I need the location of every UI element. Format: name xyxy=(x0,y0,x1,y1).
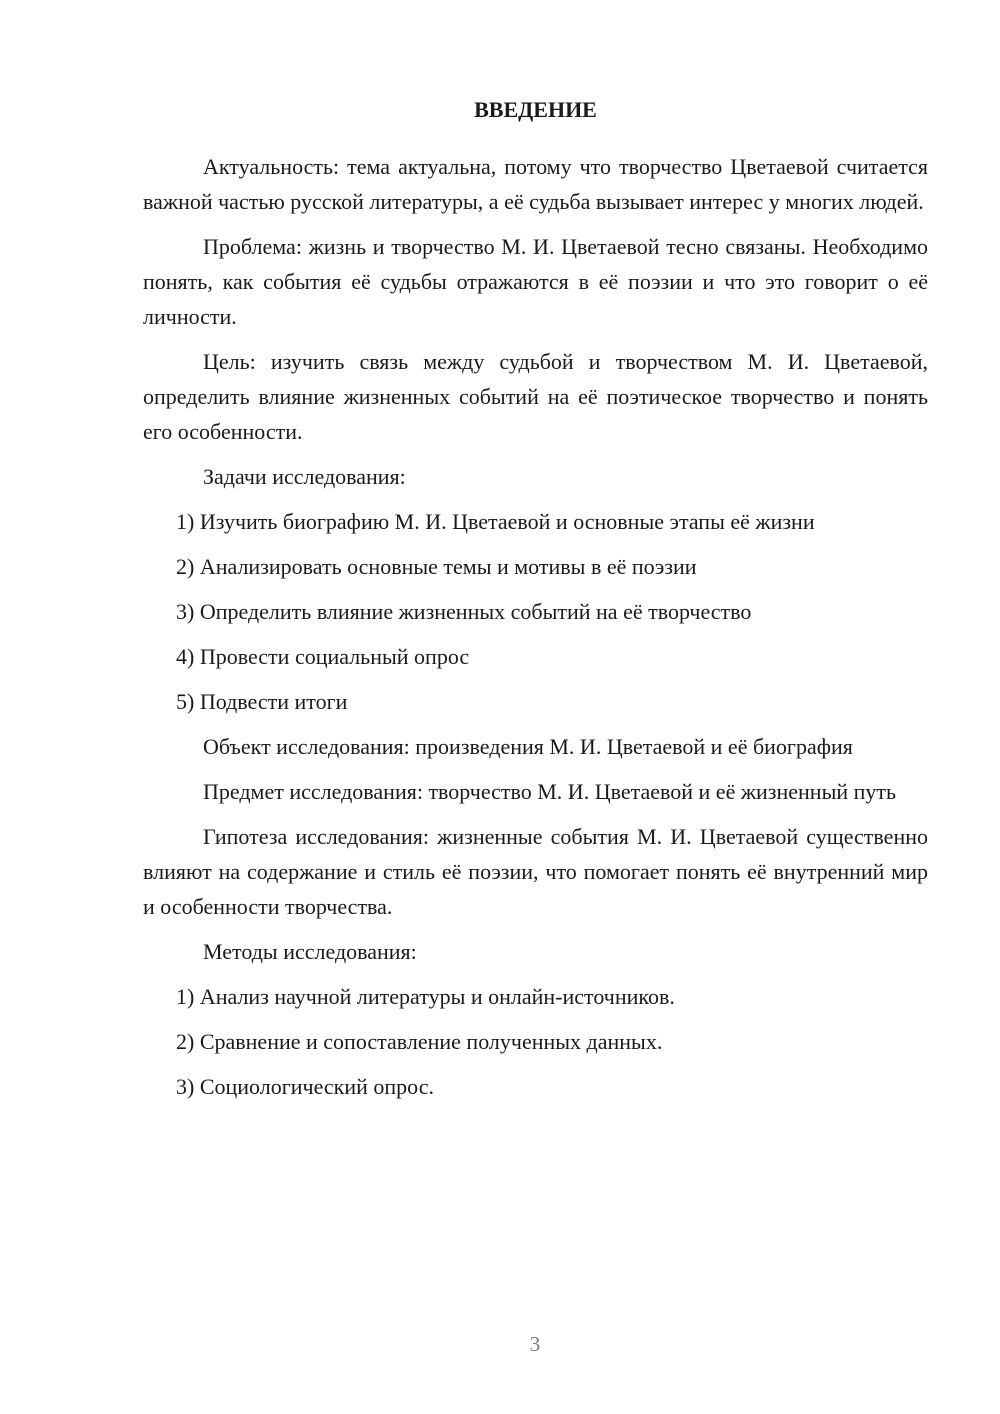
goal-paragraph: Цель: изучить связь между судьбой и творчеством М. И. Цветаевой, определить влияние жизненных событий на её поэтическое творчество и понять его особенности. xyxy=(143,349,928,444)
task-item: 3) Определить влияние жизненных событий на её творчество xyxy=(176,599,752,624)
method-item: 2) Сравнение и сопоставление полученных данных. xyxy=(176,1029,663,1054)
tasks-list xyxy=(143,504,928,719)
tasks-heading: Задачи исследования: xyxy=(203,464,406,489)
relevance-paragraph: Актуальность: тема актуальна, потому что творчество Цветаевой считается важной частью русской литературы, а её судьба вызывает интерес у многих людей. xyxy=(143,154,928,214)
document-page xyxy=(143,92,928,1114)
page-title: ВВЕДЕНИЕ xyxy=(474,97,597,122)
problem-paragraph: Проблема: жизнь и творчество М. И. Цветаевой тесно связаны. Необходимо понять, как события её судьбы отражаются в её поэзии и что это говорит о её личности. xyxy=(143,234,928,329)
method-item: 3) Социологический опрос. xyxy=(176,1074,434,1099)
methods-heading: Методы исследования: xyxy=(203,939,417,964)
task-item: 1) Изучить биографию М. И. Цветаевой и основные этапы её жизни xyxy=(176,509,815,534)
task-item: 2) Анализировать основные темы и мотивы в её поэзии xyxy=(176,554,697,579)
task-item: 5) Подвести итоги xyxy=(176,689,348,714)
method-item: 1) Анализ научной литературы и онлайн-источников. xyxy=(176,984,675,1009)
task-item: 4) Провести социальный опрос xyxy=(176,644,470,669)
object-paragraph: Объект исследования: произведения М. И. Цветаевой и её биография xyxy=(203,734,853,759)
hypothesis-paragraph: Гипотеза исследования: жизненные события М. И. Цветаевой существенно влияют на содержание и стиль её поэзии, что помогает понять её внутренний мир и особенности творчества. xyxy=(143,824,928,919)
methods-list xyxy=(143,979,928,1104)
subject-paragraph: Предмет исследования: творчество М. И. Цветаевой и её жизненный путь xyxy=(203,779,897,804)
page-number: 3 xyxy=(529,1332,541,1356)
